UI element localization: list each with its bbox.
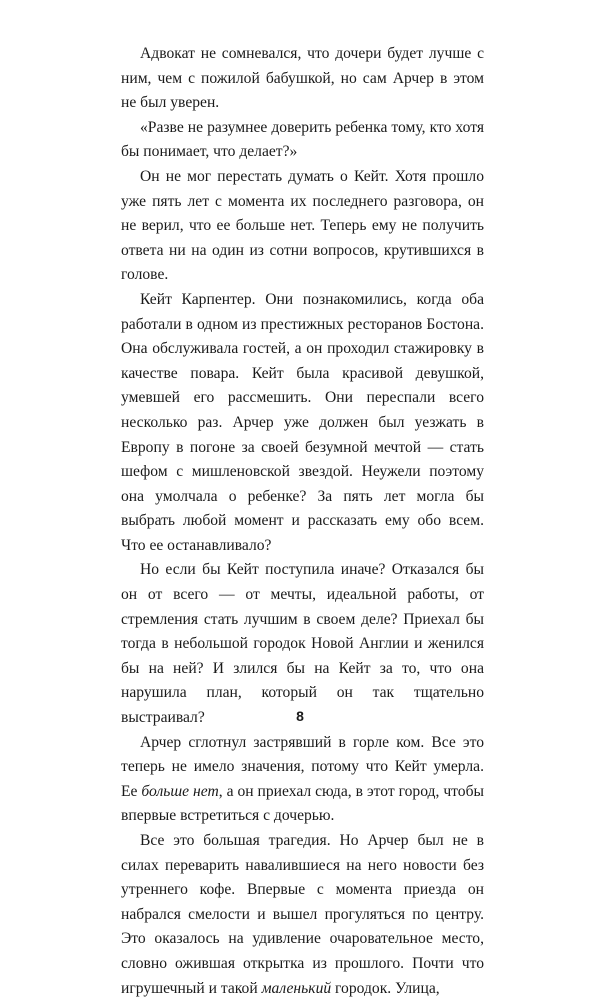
paragraph-3: Он не мог перестать думать о Кейт. Хотя прошло уже пять лет с момента их последнего разговора, он не верил, что ее больше нет. Теперь ему не получить ответа ни на один из сотни вопросов, крутившихся в голове. [121, 167, 484, 284]
page-number: 8 [296, 708, 304, 724]
paragraph-2: «Разве не разумнее доверить ребенка тому, кто хотя бы понимает, что делает?» [121, 118, 484, 161]
paragraph-5: Но если бы Кейт поступила иначе? Отказался бы он от всего — от мечты, идеальной работы, от стремления стать лучшим в своем деле? Приехал бы тогда в небольшой городок Новой Англии и женился бы на ней? И злился бы на Кейт за то, что она нарушила план, который он так тщательно выстраивал? [121, 561, 484, 727]
emphasis-text: больше нет [141, 782, 219, 800]
body-text [121, 42, 484, 1001]
paragraph-6: Арчер сглотнул застрявший в горле ком. Все это теперь не имело значения, потому что Кейт умерла. Ее больше нет, а он приехал сюда, в этот город, чтобы впервые встретиться с дочерью. [121, 733, 484, 825]
paragraph-4: Кейт Карпентер. Они познакомились, когда оба работали в одном из престижных ресторанов Бостона. Она обслуживала гостей, а он проходил стажировку в качестве повара. Кейт была красивой девушкой, умевшей его рассмешить. Они переспали всего несколько раз. Арчер уже должен был уезжать в Европу в погоне за своей безумной мечтой — стать шефом с мишленовской звездой. Неужели поэтому она умолчала о ребенке? За пять лет могла бы выбрать любой момент и рассказать ему обо всем. Что ее останавливало? [121, 290, 484, 554]
emphasis-text: маленький [261, 979, 332, 997]
paragraph-7: Все это большая трагедия. Но Арчер был не в силах переварить навалившиеся на него новости без утреннего кофе. Впервые с момента приезда он набрался смелости и вышел прогуляться по центру. Это оказалось на удивление очаровательное место, словно ожившая открытка из прошлого. Почти что игрушечный и такой маленький городок. Улица, [121, 832, 484, 997]
paragraph-1: Адвокат не сомневался, что дочери будет лучше с ним, чем с пожилой бабушкой, но сам Арчер в этом не был уверен. [121, 45, 484, 112]
